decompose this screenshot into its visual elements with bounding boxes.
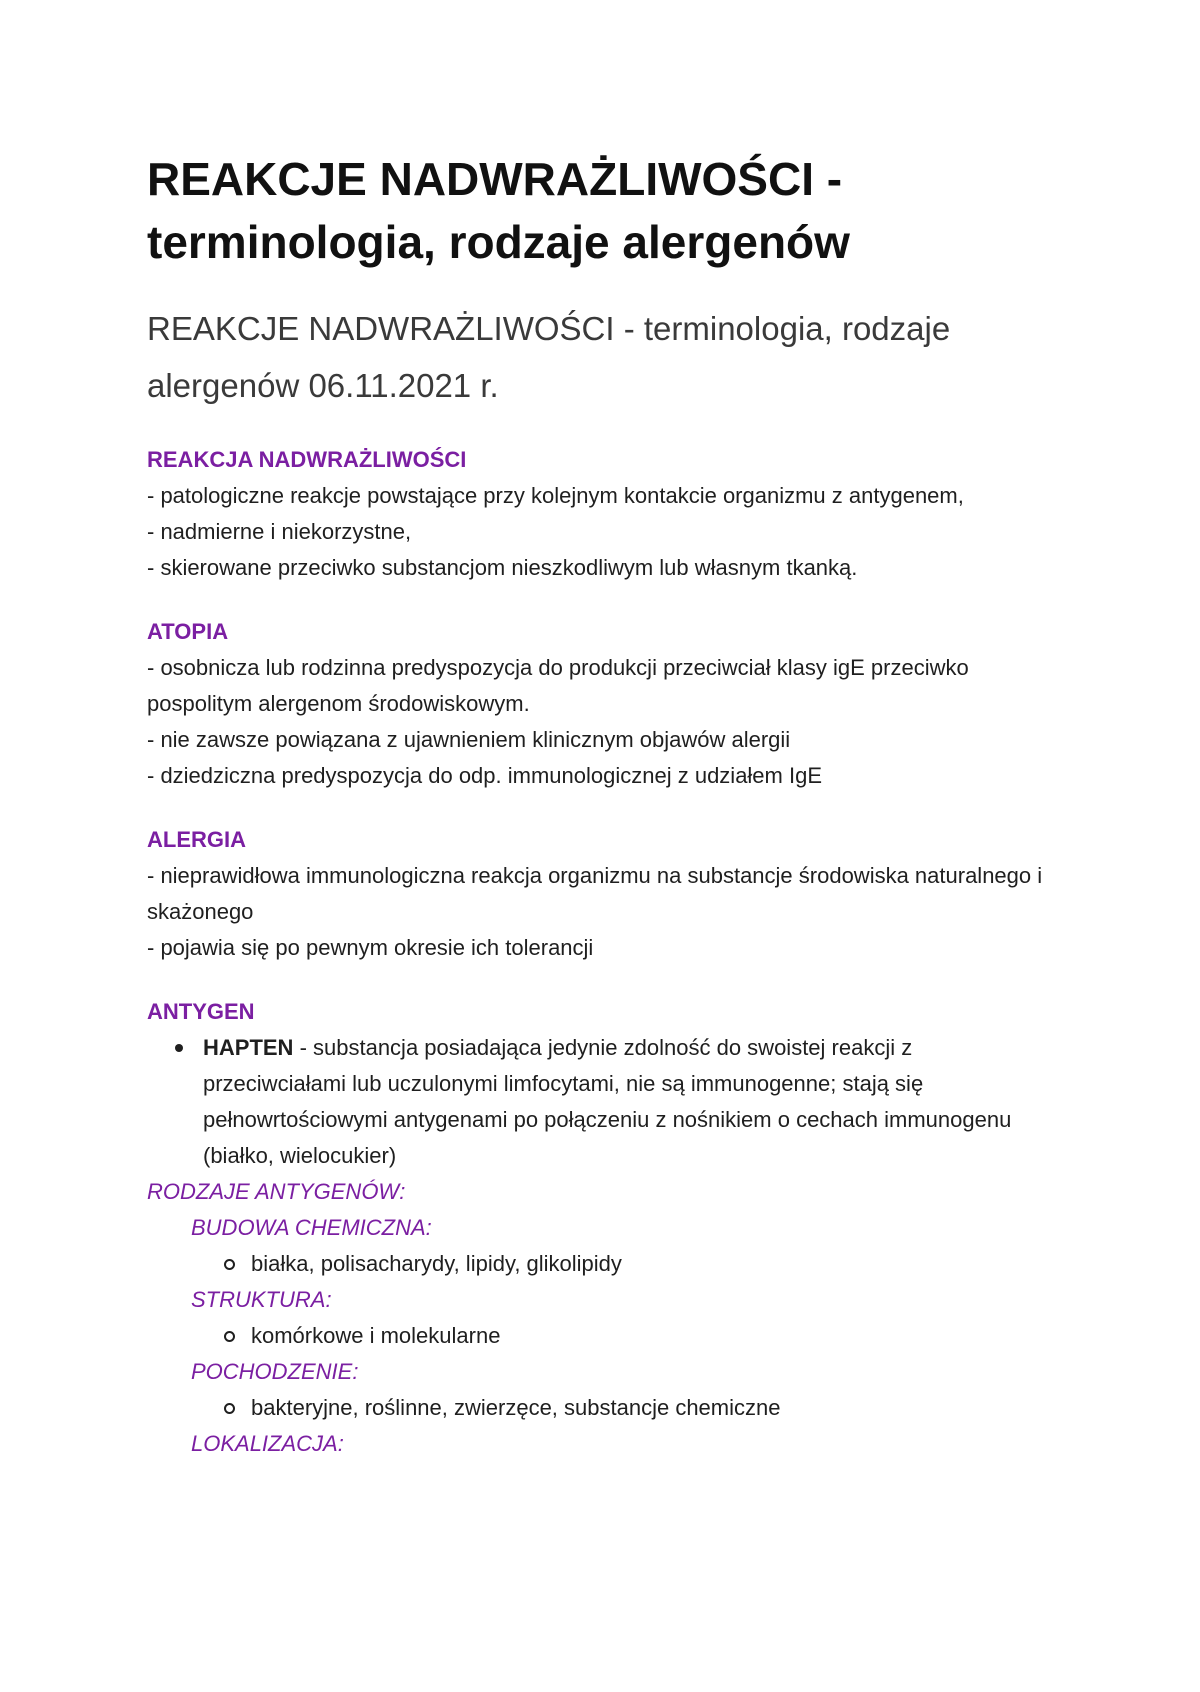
category-label: LOKALIZACJA: [191, 1431, 344, 1456]
category-label: POCHODZENIE: [191, 1359, 359, 1384]
definition-line: - skierowane przeciwko substancjom nieszkodliwym lub własnym tkanką. [147, 555, 858, 580]
list-item [251, 1246, 1047, 1282]
page-title [147, 148, 1047, 274]
page-subtitle: REAKCJE NADWRAŻLIWOŚCI - terminologia, rodzaje alergenów 06.11.2021 r. [147, 310, 951, 404]
category-item: bakteryjne, roślinne, zwierzęce, substancje chemiczne [251, 1395, 781, 1420]
antigen-bullet-list [147, 1030, 1047, 1174]
category-list [191, 1246, 1047, 1282]
category-item: białka, polisacharydy, lipidy, glikolipidy [251, 1251, 622, 1276]
document-page [147, 148, 1047, 1462]
definition-line: - nadmierne i niekorzystne, [147, 519, 412, 544]
circle-bullet-icon [224, 1403, 235, 1414]
section-hypersensitivity [147, 442, 1047, 586]
list-item [251, 1390, 1047, 1426]
hapten-term: HAPTEN [203, 1035, 294, 1060]
section-heading: ATOPIA [147, 619, 229, 644]
section-allergy [147, 822, 1047, 966]
section-atopy [147, 614, 1047, 794]
antigen-types-heading: RODZAJE ANTYGENÓW: [147, 1179, 406, 1204]
section-heading: REAKCJA NADWRAŻLIWOŚCI [147, 447, 467, 472]
category-label: STRUKTURA: [191, 1287, 332, 1312]
definition-line: - osobnicza lub rodzinna predyspozycja do produkcji przeciwciał klasy igE przeciwko pospolitym alergenom środowiskowym. [147, 655, 969, 716]
definition-line: - pojawia się po pewnym okresie ich tolerancji [147, 935, 594, 960]
section-antigen [147, 994, 1047, 1462]
antigen-categories [147, 1210, 1047, 1462]
hapten-definition: - substancja posiadająca jedynie zdolność do swoistej reakcji z przeciwciałami lub uczulonymi limfocytami, nie są immunogenne; stają się pełnowrtościowymi antygenami po połączeniu z nośnikiem o cechach immunogenu (białko, wielocukier) [203, 1035, 1012, 1168]
category-item: komórkowe i molekularne [251, 1323, 501, 1348]
page-title-line-1: REAKCJE NADWRAŻLIWOŚCI - [147, 153, 843, 205]
section-heading: ALERGIA [147, 827, 246, 852]
category-list [191, 1390, 1047, 1426]
circle-bullet-icon [224, 1331, 235, 1342]
page-title-line-2: terminologia, rodzaje alergenów [147, 216, 850, 268]
list-item [251, 1318, 1047, 1354]
definition-line: - nie zawsze powiązana z ujawnieniem klinicznym objawów alergii [147, 727, 791, 752]
definition-line: - dziedziczna predyspozycja do odp. immunologicznej z udziałem IgE [147, 763, 823, 788]
section-heading: ANTYGEN [147, 999, 255, 1024]
circle-bullet-icon [224, 1259, 235, 1270]
definition-line: - nieprawidłowa immunologiczna reakcja organizmu na substancje środowiska naturalnego i skażonego [147, 863, 1043, 924]
bullet-dot-icon [175, 1044, 183, 1052]
definition-line: - patologiczne reakcje powstające przy kolejnym kontakcie organizmu z antygenem, [147, 483, 964, 508]
list-item [203, 1030, 1047, 1174]
category-label: BUDOWA CHEMICZNA: [191, 1215, 432, 1240]
category-list [191, 1318, 1047, 1354]
